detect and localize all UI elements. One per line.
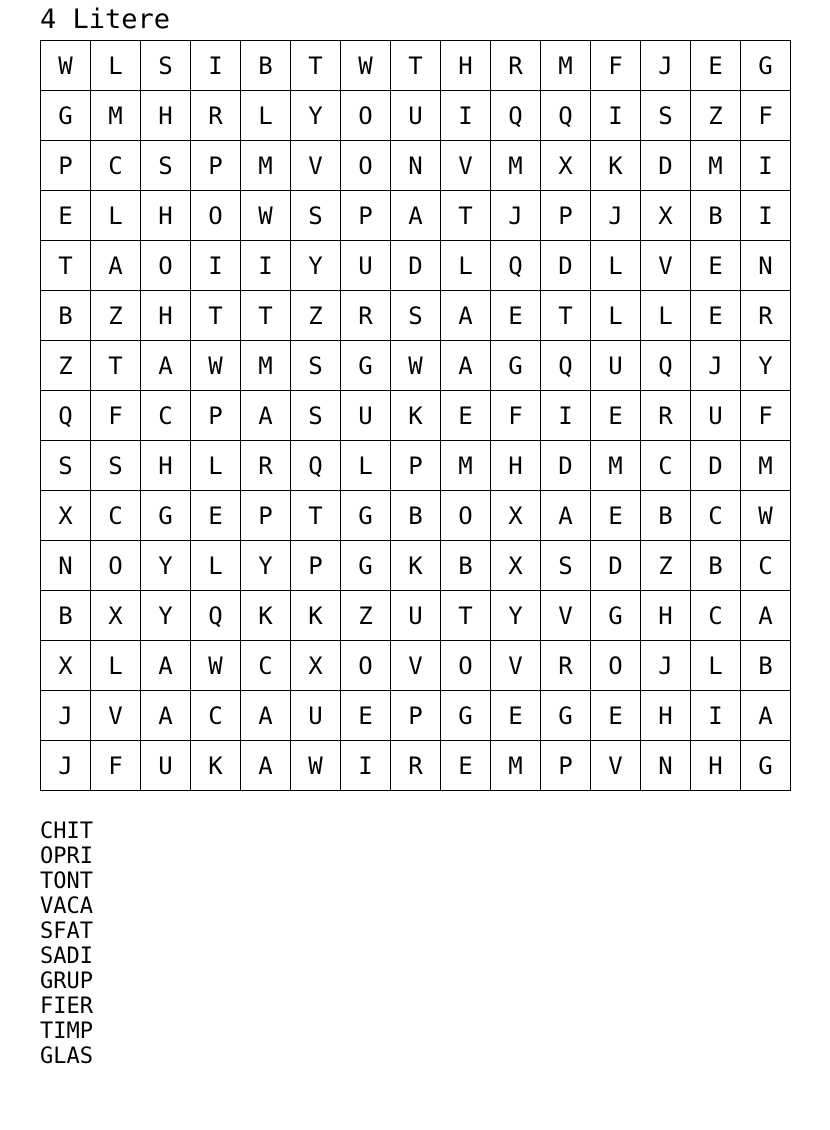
grid-cell: V: [541, 591, 591, 641]
grid-cell: U: [391, 591, 441, 641]
grid-cell: P: [41, 141, 91, 191]
word-list-item: TIMP: [40, 1019, 93, 1044]
grid-cell: I: [191, 241, 241, 291]
grid-cell: Y: [291, 241, 341, 291]
grid-cell: L: [591, 241, 641, 291]
grid-cell: W: [391, 341, 441, 391]
grid-cell: M: [591, 441, 641, 491]
grid-cell: K: [191, 741, 241, 791]
grid-cell: V: [591, 741, 641, 791]
grid-row: [41, 291, 791, 341]
grid-cell: L: [591, 291, 641, 341]
grid-cell: Q: [541, 341, 591, 391]
grid-cell: W: [191, 341, 241, 391]
grid-row: [41, 41, 791, 91]
grid-cell: G: [141, 491, 191, 541]
grid-cell: S: [91, 441, 141, 491]
grid-cell: A: [141, 341, 191, 391]
grid-cell: E: [591, 491, 641, 541]
grid-cell: A: [91, 241, 141, 291]
grid-cell: L: [241, 91, 291, 141]
grid-cell: W: [241, 191, 291, 241]
grid-cell: K: [591, 141, 641, 191]
grid-cell: E: [691, 291, 741, 341]
grid-cell: U: [341, 391, 391, 441]
grid-cell: L: [691, 641, 741, 691]
grid-cell: Q: [41, 391, 91, 441]
grid-cell: R: [191, 91, 241, 141]
grid-cell: K: [391, 541, 441, 591]
grid-cell: R: [491, 41, 541, 91]
word-list: [40, 819, 93, 1069]
grid-cell: C: [91, 141, 141, 191]
grid-cell: F: [491, 391, 541, 441]
grid-cell: B: [241, 41, 291, 91]
grid-cell: P: [291, 541, 341, 591]
grid-cell: S: [141, 141, 191, 191]
grid-row: [41, 641, 791, 691]
grid-cell: I: [541, 391, 591, 441]
grid-cell: C: [91, 491, 141, 541]
grid-cell: J: [41, 691, 91, 741]
grid-cell: J: [641, 641, 691, 691]
grid-cell: C: [641, 441, 691, 491]
grid-cell: L: [91, 641, 141, 691]
grid-cell: G: [341, 541, 391, 591]
grid-cell: C: [141, 391, 191, 441]
grid-cell: Y: [741, 341, 791, 391]
grid-cell: A: [541, 491, 591, 541]
grid-row: [41, 141, 791, 191]
grid-cell: M: [91, 91, 141, 141]
grid-cell: A: [441, 291, 491, 341]
grid-cell: T: [441, 191, 491, 241]
grid-cell: G: [341, 491, 391, 541]
grid-cell: B: [391, 491, 441, 541]
grid-cell: P: [541, 741, 591, 791]
grid-cell: O: [341, 91, 391, 141]
word-list-item: CHIT: [40, 819, 93, 844]
grid-cell: Y: [141, 591, 191, 641]
grid-cell: E: [591, 391, 641, 441]
grid-cell: O: [141, 241, 191, 291]
grid-cell: G: [41, 91, 91, 141]
grid-cell: E: [341, 691, 391, 741]
grid-cell: O: [341, 141, 391, 191]
grid-cell: C: [191, 691, 241, 741]
grid-cell: M: [441, 441, 491, 491]
grid-cell: D: [591, 541, 641, 591]
grid-cell: D: [541, 241, 591, 291]
grid-row: [41, 191, 791, 241]
grid-cell: I: [741, 191, 791, 241]
grid-cell: M: [691, 141, 741, 191]
grid-cell: K: [241, 591, 291, 641]
grid-cell: H: [141, 191, 191, 241]
grid-cell: Z: [691, 91, 741, 141]
grid-cell: P: [191, 391, 241, 441]
grid-cell: D: [391, 241, 441, 291]
grid-cell: S: [291, 191, 341, 241]
grid-cell: M: [241, 141, 291, 191]
grid-cell: X: [491, 491, 541, 541]
grid-cell: E: [491, 691, 541, 741]
grid-cell: J: [691, 341, 741, 391]
word-list-item: TONT: [40, 869, 93, 894]
grid-cell: O: [341, 641, 391, 691]
grid-cell: B: [691, 541, 741, 591]
grid-cell: Z: [291, 291, 341, 341]
grid-cell: P: [241, 491, 291, 541]
grid-cell: A: [441, 341, 491, 391]
grid-cell: A: [741, 591, 791, 641]
grid-cell: T: [41, 241, 91, 291]
grid-cell: A: [141, 691, 191, 741]
grid-cell: V: [491, 641, 541, 691]
grid-cell: E: [491, 291, 541, 341]
grid-cell: Z: [91, 291, 141, 341]
grid-cell: I: [191, 41, 241, 91]
grid-cell: S: [641, 91, 691, 141]
grid-cell: R: [641, 391, 691, 441]
grid-cell: S: [391, 291, 441, 341]
grid-cell: H: [441, 41, 491, 91]
grid-cell: B: [441, 541, 491, 591]
grid-cell: Q: [291, 441, 341, 491]
grid-cell: Q: [191, 591, 241, 641]
grid-cell: L: [191, 441, 241, 491]
grid-cell: F: [591, 41, 641, 91]
grid-cell: N: [41, 541, 91, 591]
grid-cell: U: [291, 691, 341, 741]
grid-cell: T: [241, 291, 291, 341]
grid-cell: M: [741, 441, 791, 491]
grid-cell: R: [741, 291, 791, 341]
word-list-item: FIER: [40, 994, 93, 1019]
grid-cell: K: [291, 591, 341, 641]
grid-cell: A: [141, 641, 191, 691]
word-list-item: OPRI: [40, 844, 93, 869]
grid-cell: R: [391, 741, 441, 791]
grid-cell: M: [541, 41, 591, 91]
grid-cell: G: [591, 591, 641, 641]
grid-cell: E: [591, 691, 641, 741]
grid-cell: I: [741, 141, 791, 191]
grid-cell: L: [641, 291, 691, 341]
grid-cell: P: [541, 191, 591, 241]
grid-cell: O: [591, 641, 641, 691]
grid-cell: E: [41, 191, 91, 241]
grid-cell: S: [541, 541, 591, 591]
grid-cell: V: [641, 241, 691, 291]
grid-cell: F: [91, 391, 141, 441]
grid-cell: L: [91, 41, 141, 91]
grid-cell: J: [41, 741, 91, 791]
grid-cell: O: [91, 541, 141, 591]
grid-cell: G: [491, 341, 541, 391]
grid-cell: T: [191, 291, 241, 341]
grid-cell: X: [41, 491, 91, 541]
grid-cell: Y: [491, 591, 541, 641]
grid-cell: M: [241, 341, 291, 391]
grid-cell: A: [241, 391, 291, 441]
word-list-item: SFAT: [40, 919, 93, 944]
grid-cell: S: [291, 391, 341, 441]
grid-cell: O: [191, 191, 241, 241]
grid-cell: Q: [491, 241, 541, 291]
grid-cell: I: [441, 91, 491, 141]
grid-cell: U: [141, 741, 191, 791]
grid-cell: X: [291, 641, 341, 691]
grid-cell: F: [741, 391, 791, 441]
grid-cell: L: [91, 191, 141, 241]
grid-cell: U: [341, 241, 391, 291]
grid-cell: X: [641, 191, 691, 241]
grid-cell: H: [691, 741, 741, 791]
grid-cell: J: [491, 191, 541, 241]
grid-cell: G: [741, 741, 791, 791]
grid-cell: S: [41, 441, 91, 491]
grid-cell: W: [191, 641, 241, 691]
grid-cell: G: [441, 691, 491, 741]
grid-cell: R: [541, 641, 591, 691]
grid-cell: P: [391, 441, 441, 491]
grid-cell: Y: [141, 541, 191, 591]
grid-cell: Q: [491, 91, 541, 141]
grid-cell: T: [391, 41, 441, 91]
grid-cell: T: [291, 491, 341, 541]
grid-cell: Q: [641, 341, 691, 391]
grid-cell: P: [391, 691, 441, 741]
grid-cell: L: [441, 241, 491, 291]
grid-cell: M: [491, 741, 541, 791]
word-list-item: GRUP: [40, 969, 93, 994]
grid-cell: C: [691, 591, 741, 641]
grid-cell: X: [41, 641, 91, 691]
grid-row: [41, 741, 791, 791]
grid-row: [41, 491, 791, 541]
grid-cell: H: [141, 441, 191, 491]
grid-cell: W: [741, 491, 791, 541]
grid-cell: I: [591, 91, 641, 141]
grid-cell: I: [241, 241, 291, 291]
grid-cell: H: [641, 591, 691, 641]
grid-cell: R: [341, 291, 391, 341]
grid-row: [41, 541, 791, 591]
grid-cell: E: [691, 241, 741, 291]
grid-cell: Z: [641, 541, 691, 591]
grid-cell: C: [691, 491, 741, 541]
grid-row: [41, 391, 791, 441]
word-list-item: GLAS: [40, 1044, 93, 1069]
grid-cell: L: [191, 541, 241, 591]
grid-cell: I: [341, 741, 391, 791]
grid-cell: V: [441, 141, 491, 191]
grid-cell: G: [741, 41, 791, 91]
grid-cell: B: [641, 491, 691, 541]
grid-cell: O: [441, 641, 491, 691]
grid-cell: C: [241, 641, 291, 691]
grid-cell: J: [591, 191, 641, 241]
word-list-item: VACA: [40, 894, 93, 919]
grid-cell: D: [691, 441, 741, 491]
grid-cell: X: [491, 541, 541, 591]
grid-row: [41, 441, 791, 491]
grid-cell: Z: [341, 591, 391, 641]
grid-cell: M: [491, 141, 541, 191]
grid-cell: N: [641, 741, 691, 791]
grid-cell: Q: [541, 91, 591, 141]
puzzle-title: 4 Litere: [40, 4, 171, 35]
grid-row: [41, 91, 791, 141]
grid-cell: V: [91, 691, 141, 741]
grid-cell: S: [141, 41, 191, 91]
grid-cell: W: [291, 741, 341, 791]
letter-grid: [40, 40, 791, 791]
grid-cell: T: [291, 41, 341, 91]
grid-cell: H: [641, 691, 691, 741]
grid-cell: E: [691, 41, 741, 91]
grid-cell: X: [541, 141, 591, 191]
grid-cell: F: [741, 91, 791, 141]
grid-cell: N: [391, 141, 441, 191]
grid-cell: T: [541, 291, 591, 341]
grid-cell: U: [591, 341, 641, 391]
grid-cell: H: [141, 291, 191, 341]
grid-row: [41, 591, 791, 641]
grid-cell: H: [141, 91, 191, 141]
grid-cell: D: [641, 141, 691, 191]
grid-cell: V: [391, 641, 441, 691]
grid-cell: D: [541, 441, 591, 491]
grid-row: [41, 691, 791, 741]
grid-cell: P: [191, 141, 241, 191]
grid-cell: U: [391, 91, 441, 141]
grid-cell: A: [741, 691, 791, 741]
grid-cell: Y: [291, 91, 341, 141]
grid-cell: E: [441, 391, 491, 441]
grid-cell: H: [491, 441, 541, 491]
grid-cell: T: [91, 341, 141, 391]
grid-cell: P: [341, 191, 391, 241]
grid-cell: X: [91, 591, 141, 641]
grid-cell: E: [191, 491, 241, 541]
grid-cell: F: [91, 741, 141, 791]
grid-cell: Y: [241, 541, 291, 591]
grid-cell: I: [691, 691, 741, 741]
grid-cell: J: [641, 41, 691, 91]
grid-cell: C: [741, 541, 791, 591]
grid-cell: W: [341, 41, 391, 91]
grid-cell: B: [41, 591, 91, 641]
grid-cell: R: [241, 441, 291, 491]
grid-cell: A: [241, 741, 291, 791]
grid-cell: L: [341, 441, 391, 491]
grid-cell: G: [341, 341, 391, 391]
grid-cell: B: [691, 191, 741, 241]
grid-cell: T: [441, 591, 491, 641]
grid-cell: Z: [41, 341, 91, 391]
grid-row: [41, 341, 791, 391]
grid-row: [41, 241, 791, 291]
grid-cell: W: [41, 41, 91, 91]
grid-cell: B: [741, 641, 791, 691]
grid-cell: V: [291, 141, 341, 191]
grid-cell: E: [441, 741, 491, 791]
grid-cell: G: [541, 691, 591, 741]
word-list-item: SADI: [40, 944, 93, 969]
grid-cell: N: [741, 241, 791, 291]
grid-cell: S: [291, 341, 341, 391]
grid-cell: O: [441, 491, 491, 541]
grid-cell: U: [691, 391, 741, 441]
grid-cell: A: [241, 691, 291, 741]
grid-cell: B: [41, 291, 91, 341]
grid-cell: K: [391, 391, 441, 441]
grid-cell: A: [391, 191, 441, 241]
